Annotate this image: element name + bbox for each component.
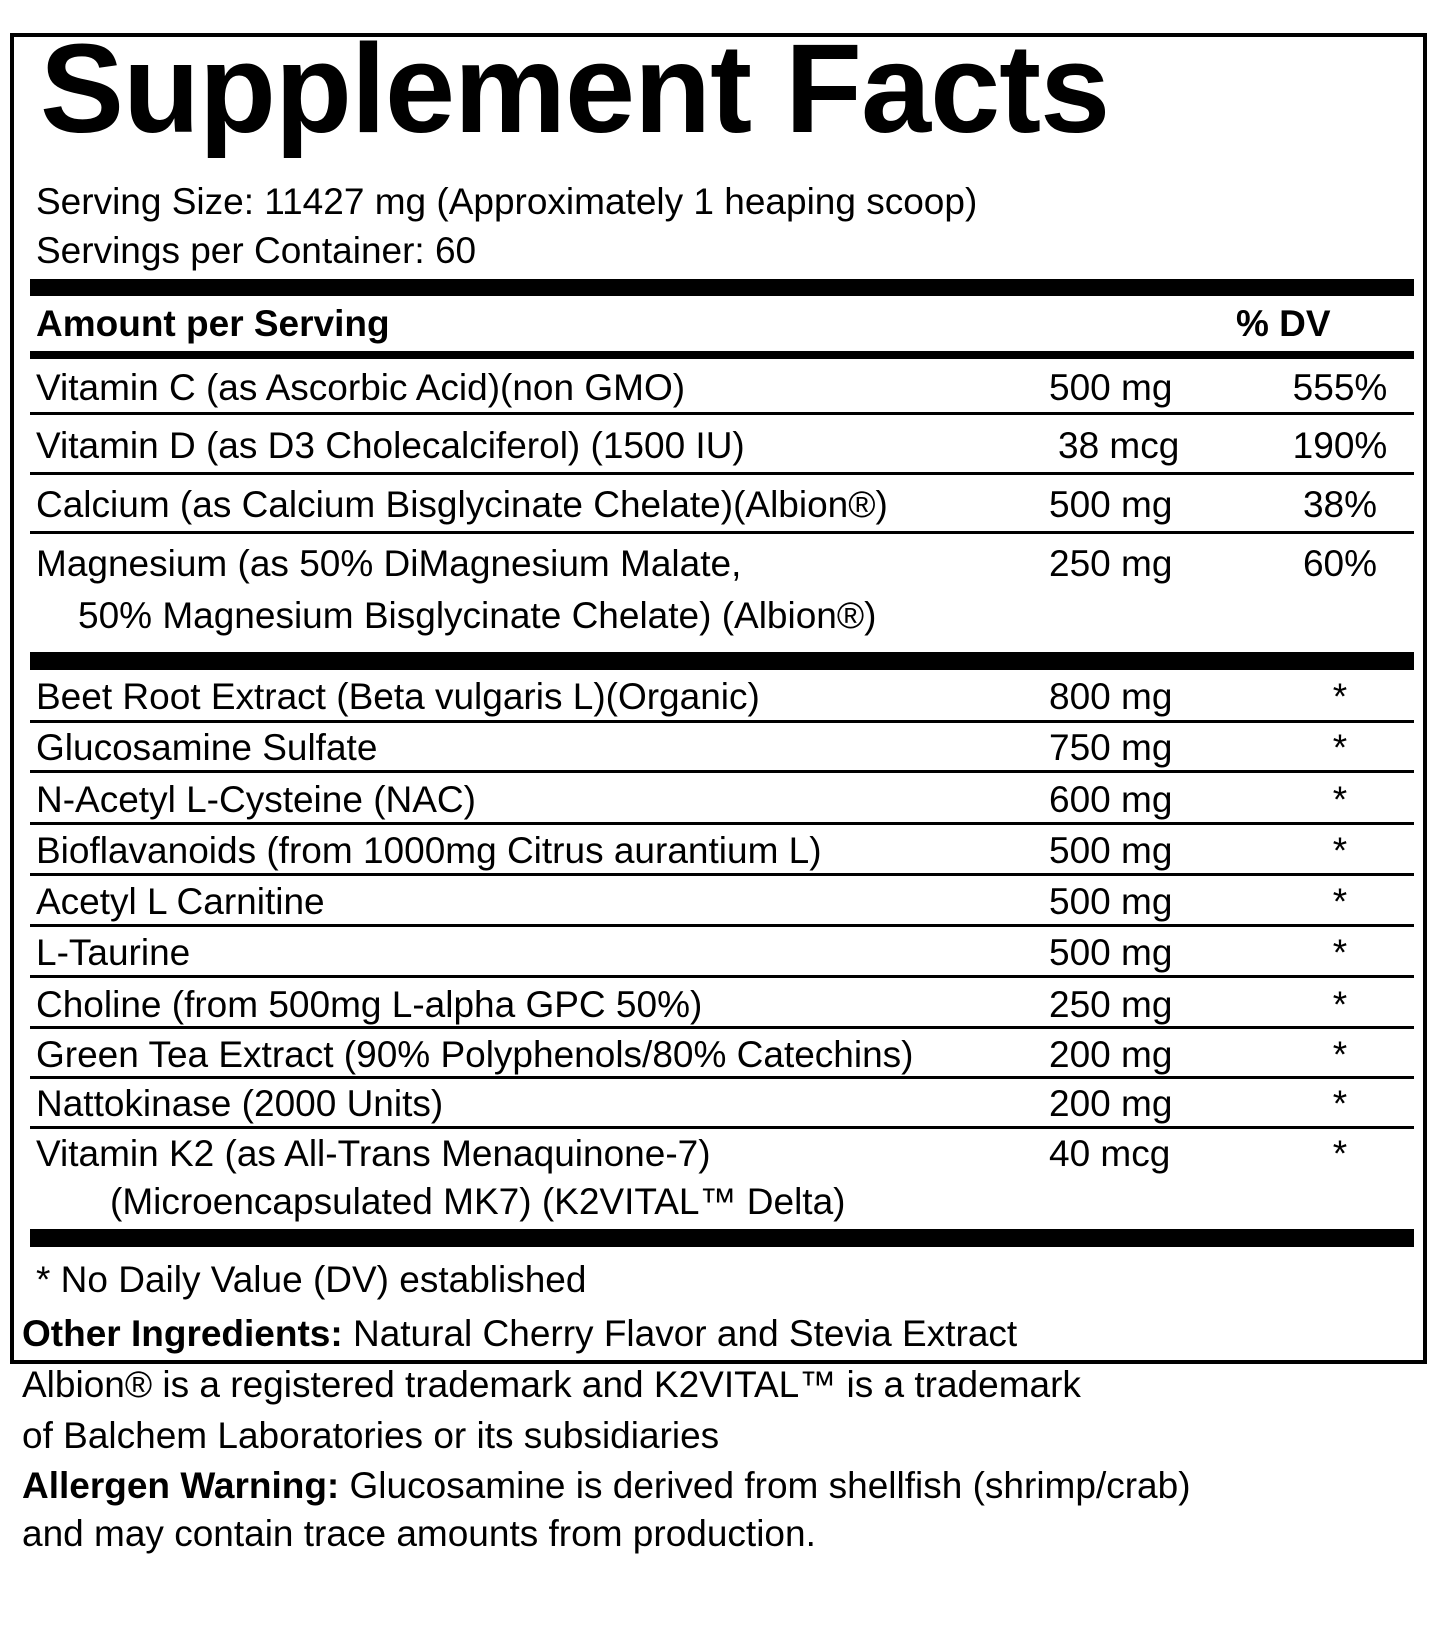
nutrient-name-continued: (Microencapsulated MK7) (K2VITAL™ Delta) bbox=[110, 1181, 846, 1222]
row-divider bbox=[30, 924, 1414, 927]
nutrient-daily-value: * bbox=[1332, 676, 1348, 717]
nutrient-name: Beet Root Extract (Beta vulgaris L)(Organic) bbox=[36, 676, 760, 717]
nutrient-daily-value: 60% bbox=[1302, 543, 1378, 584]
nutrient-daily-value: * bbox=[1332, 779, 1348, 820]
nutrient-name: Calcium (as Calcium Bisglycinate Chelate)(Albion®) bbox=[36, 484, 888, 525]
other-ingredients-label: Other Ingredients: bbox=[22, 1313, 343, 1354]
nutrient-amount: 500 mg bbox=[1049, 881, 1173, 922]
row-divider bbox=[30, 822, 1414, 825]
nutrient-amount: 500 mg bbox=[1049, 830, 1173, 871]
row-divider bbox=[30, 770, 1414, 773]
footnote: * No Daily Value (DV) established bbox=[36, 1259, 587, 1300]
nutrient-name: Vitamin D (as D3 Cholecalciferol) (1500 IU) bbox=[36, 425, 745, 466]
nutrient-amount: 600 mg bbox=[1049, 779, 1173, 820]
nutrient-name: Vitamin K2 (as All-Trans Menaquinone-7) bbox=[36, 1133, 711, 1174]
nutrient-daily-value: * bbox=[1332, 1083, 1348, 1124]
nutrient-daily-value: * bbox=[1332, 830, 1348, 871]
allergen-line-2: and may contain trace amounts from production. bbox=[22, 1513, 816, 1554]
nutrient-amount: 800 mg bbox=[1049, 676, 1173, 717]
row-divider bbox=[30, 873, 1414, 876]
nutrient-daily-value: * bbox=[1332, 932, 1348, 973]
row-divider bbox=[30, 975, 1414, 978]
row-divider bbox=[30, 472, 1414, 475]
serving-size: Serving Size: 11427 mg (Approximately 1 heaping scoop) bbox=[36, 181, 978, 222]
nutrient-name: Choline (from 500mg L-alpha GPC 50%) bbox=[36, 984, 703, 1025]
nutrient-daily-value: * bbox=[1332, 984, 1348, 1025]
nutrient-amount: 200 mg bbox=[1049, 1083, 1173, 1124]
nutrient-name-continued: 50% Magnesium Bisglycinate Chelate) (Albion®) bbox=[78, 595, 877, 636]
nutrient-amount: 200 mg bbox=[1049, 1034, 1173, 1075]
daily-value-header: % DV bbox=[1236, 303, 1331, 344]
thick-divider-top bbox=[30, 279, 1414, 296]
nutrient-daily-value: 555% bbox=[1292, 367, 1388, 408]
nutrient-amount: 250 mg bbox=[1049, 984, 1173, 1025]
nutrient-daily-value: * bbox=[1332, 727, 1348, 768]
nutrient-amount: 250 mg bbox=[1049, 543, 1173, 584]
nutrient-amount: 500 mg bbox=[1049, 367, 1173, 408]
nutrient-name: Glucosamine Sulfate bbox=[36, 727, 378, 768]
panel-title: Supplement Facts bbox=[40, 18, 1110, 159]
allergen-text: Glucosamine is derived from shellfish (shrimp/crab) bbox=[339, 1465, 1191, 1506]
row-divider bbox=[30, 531, 1414, 534]
nutrient-name: Acetyl L Carnitine bbox=[36, 881, 325, 922]
allergen-label: Allergen Warning: bbox=[22, 1465, 340, 1506]
thick-divider-middle bbox=[30, 652, 1414, 670]
amount-per-serving-header: Amount per Serving bbox=[36, 303, 390, 344]
nutrient-daily-value: 38% bbox=[1302, 484, 1378, 525]
other-ingredients-text: Natural Cherry Flavor and Stevia Extract bbox=[342, 1313, 1018, 1354]
row-divider bbox=[30, 1126, 1414, 1129]
nutrient-name: Magnesium (as 50% DiMagnesium Malate, bbox=[36, 543, 742, 584]
nutrient-daily-value: * bbox=[1332, 1034, 1348, 1075]
trademark-line-2: of Balchem Laboratories or its subsidiaries bbox=[22, 1415, 720, 1456]
thick-divider-bottom bbox=[30, 1229, 1414, 1247]
nutrient-daily-value: * bbox=[1332, 881, 1348, 922]
nutrient-amount: 38 mcg bbox=[1058, 425, 1180, 466]
servings-per-container: Servings per Container: 60 bbox=[36, 230, 477, 271]
nutrient-name: N-Acetyl L-Cysteine (NAC) bbox=[36, 779, 476, 820]
nutrient-name: L-Taurine bbox=[36, 932, 191, 973]
trademark-line-1: Albion® is a registered trademark and K2VITAL™ is a trademark bbox=[22, 1364, 1081, 1405]
allergen-line bbox=[22, 1467, 1191, 1504]
nutrient-amount: 500 mg bbox=[1049, 484, 1173, 525]
nutrient-amount: 750 mg bbox=[1049, 727, 1173, 768]
row-divider bbox=[30, 1076, 1414, 1079]
nutrient-name: Nattokinase (2000 Units) bbox=[36, 1083, 444, 1124]
row-divider bbox=[30, 720, 1414, 723]
other-ingredients-line bbox=[22, 1315, 1017, 1352]
row-divider bbox=[30, 412, 1414, 415]
nutrient-amount: 500 mg bbox=[1049, 932, 1173, 973]
nutrient-name: Vitamin C (as Ascorbic Acid)(non GMO) bbox=[36, 367, 686, 408]
nutrient-daily-value: * bbox=[1332, 1133, 1348, 1174]
nutrient-name: Green Tea Extract (90% Polyphenols/80% Catechins) bbox=[36, 1034, 914, 1075]
medium-divider bbox=[30, 351, 1414, 359]
nutrient-daily-value: 190% bbox=[1292, 425, 1388, 466]
row-divider bbox=[30, 1026, 1414, 1029]
nutrient-amount: 40 mcg bbox=[1049, 1133, 1171, 1174]
nutrient-name: Bioflavanoids (from 1000mg Citrus aurantium L) bbox=[36, 830, 822, 871]
